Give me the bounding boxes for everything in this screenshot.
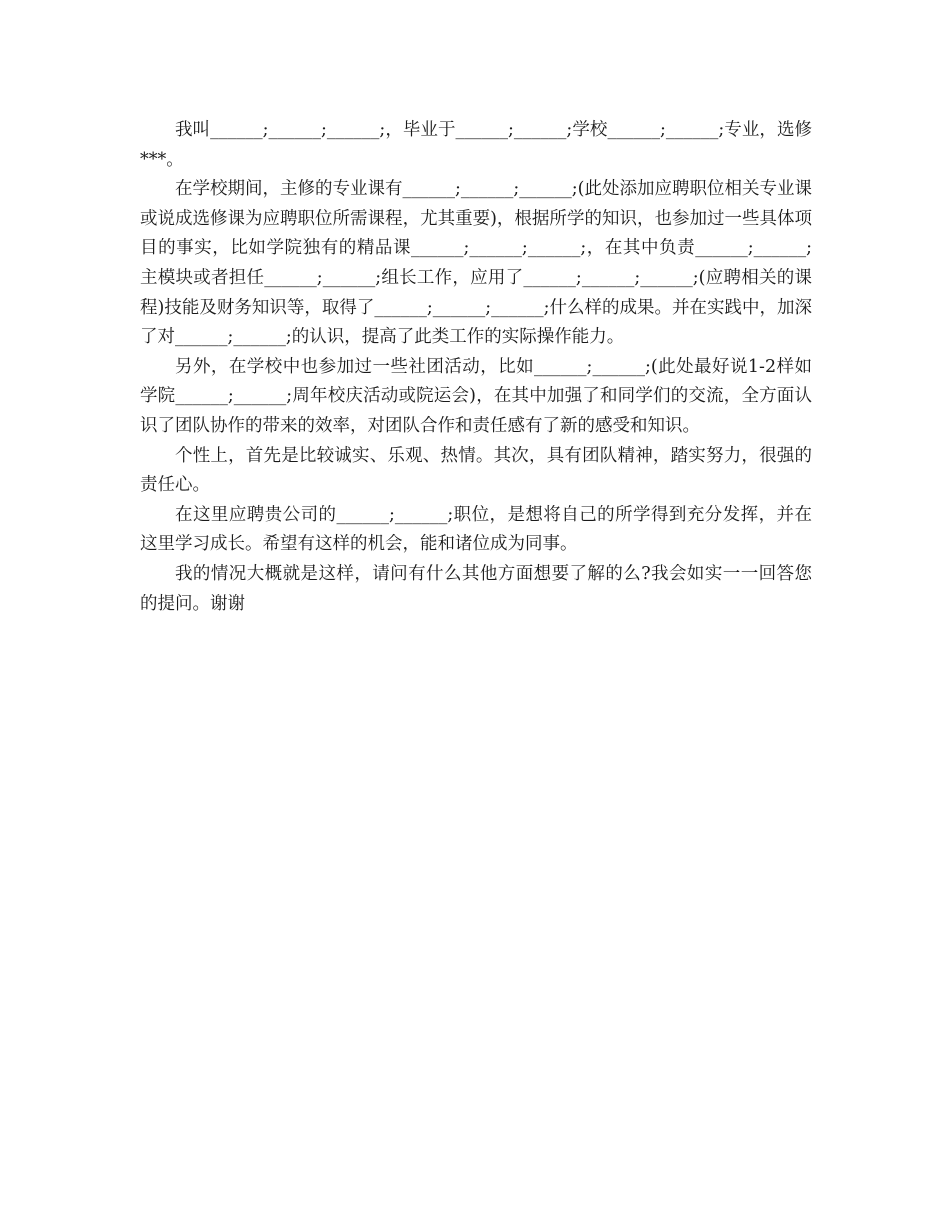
paragraph-personality: 个性上，首先是比较诚实、乐观、热情。其次，具有团队精神，踏实努力，很强的责任心。 [140,445,812,496]
paragraph-application: 在这里应聘贵公司的______;______;职位，是想将自己的所学得到充分发挥，并在这里学习成长。希望有这样的机会，能和诸位成为同事。 [140,504,812,555]
document-body [140,116,812,619]
paragraph-introduction: 我叫______;______;______;，毕业于______;______;学校______;______;专业，选修***。 [140,120,812,170]
paragraph-closing: 我的情况大概就是这样，请问有什么其他方面想要了解的么?我会如实一一回答您的提问。谢谢 [140,563,812,614]
paragraph-studies: 在学校期间，主修的专业课有______;______;______;(此处添加应聘职位相关专业课或说成选修课为应聘职位所需课程，尤其重要)，根据所学的知识，也参加过一些具体项目的事实，比如学院独有的精品课______;______;______;，在其中负责______;______;主模块或者担任______;______;组长工作，应用了______;______;______;(应聘相关的课程)技能及财务知识等，取得了______;______;______;什么样的成果。并在实践中，加深了对______;______;的认识，提高了此类工作的实际操作能力。 [140,179,813,348]
paragraph-activities: 另外，在学校中也参加过一些社团活动，比如______;______;(此处最好说1-2样如学院______;______;周年校庆活动或院运会)，在其中加强了和同学们的交流，全方面认识了团队协作的带来的效率，对团队合作和责任感有了新的感受和知识。 [140,356,812,436]
